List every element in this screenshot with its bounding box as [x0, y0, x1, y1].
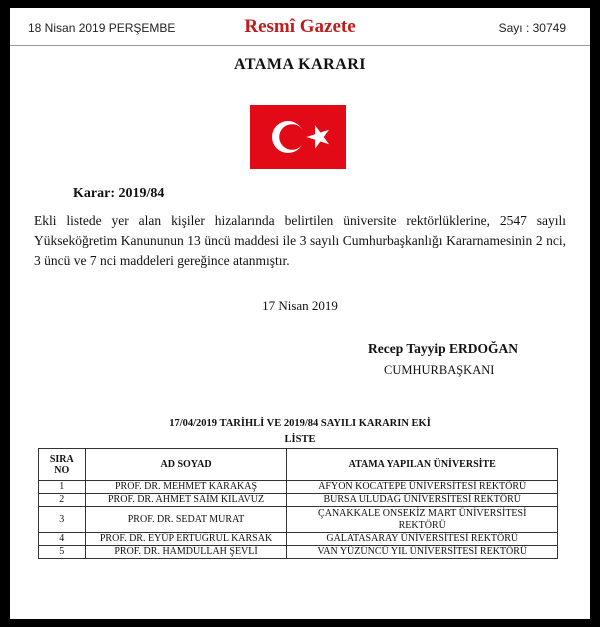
turkish-flag-icon: [250, 105, 346, 169]
issue-number: Sayı : 30749: [498, 21, 566, 35]
row-name: PROF. DR. SEDAT MURAT: [85, 507, 287, 533]
gazette-page: [10, 8, 590, 619]
table-header-row: [39, 449, 558, 481]
column-header-no: SIRA NO: [39, 449, 86, 481]
row-no: 4: [39, 533, 86, 546]
signer-title: CUMHURBAŞKANI: [384, 363, 495, 377]
signer-name: [368, 341, 518, 357]
row-name: PROF. DR. EYÜP ERTUĞRUL KARSAK: [85, 533, 287, 546]
decision-date: 17 Nisan 2019: [262, 298, 338, 313]
annex-subtitle: LİSTE: [284, 434, 316, 445]
column-header-university: ATAMA YAPILAN ÜNİVERSİTE: [287, 449, 558, 481]
table-row: [39, 507, 558, 533]
row-university: GALATASARAY ÜNİVERSİTESİ REKTÖRÜ: [287, 533, 558, 546]
signer-first-name: Recep Tayyip: [368, 341, 446, 356]
gazette-title: Resmî Gazete: [244, 16, 356, 37]
issue-date: 18 Nisan 2019 PERŞEMBE: [28, 21, 176, 35]
appointment-table: [38, 448, 558, 559]
decision-text: Ekli listede yer alan kişiler hizalarında belirtilen üniversite rektörlüklerine, 2547 sayılı Yükseköğretim Kanununun 13 üncü maddesi ile 3 sayılı Cumhurbaşkanlığı Kararnamesinin 2 nci, 3 üncü ve 7 nci maddeleri gereğince atanmıştır.: [34, 213, 566, 268]
table-row: [39, 533, 558, 546]
document-title: ATAMA KARARI: [233, 56, 367, 73]
signer-last-name: ERDOĞAN: [449, 341, 519, 356]
annex-title: 17/04/2019 TARİHLİ VE 2019/84 SAYILI KARARIN EKİ: [169, 418, 431, 429]
row-university: ÇANAKKALE ONSEKİZ MART ÜNİVERSİTESİ REKTÖRÜ: [287, 507, 558, 533]
row-name: PROF. DR. HAMDULLAH ŞEVLİ: [85, 546, 287, 559]
row-no: 5: [39, 546, 86, 559]
row-no: 3: [39, 507, 86, 533]
column-header-name: AD SOYAD: [85, 449, 287, 481]
table-row: [39, 494, 558, 507]
row-university: VAN YÜZÜNCÜ YIL ÜNİVERSİTESİ REKTÖRÜ: [287, 546, 558, 559]
header-divider: [10, 45, 590, 46]
row-university: BURSA ULUDAĞ ÜNİVERSİTESİ REKTÖRÜ: [287, 494, 558, 507]
row-university: AFYON KOCATEPE ÜNİVERSİTESİ REKTÖRÜ: [287, 481, 558, 494]
row-name: PROF. DR. MEHMET KARAKAŞ: [85, 481, 287, 494]
row-no: 1: [39, 481, 86, 494]
table-row: [39, 481, 558, 494]
flag-crescent-inner: [279, 124, 305, 150]
decision-number: Karar: 2019/84: [73, 186, 165, 201]
table-row: [39, 546, 558, 559]
row-no: 2: [39, 494, 86, 507]
row-name: PROF. DR. AHMET SAİM KILAVUZ: [85, 494, 287, 507]
gazette-header: [10, 8, 590, 46]
